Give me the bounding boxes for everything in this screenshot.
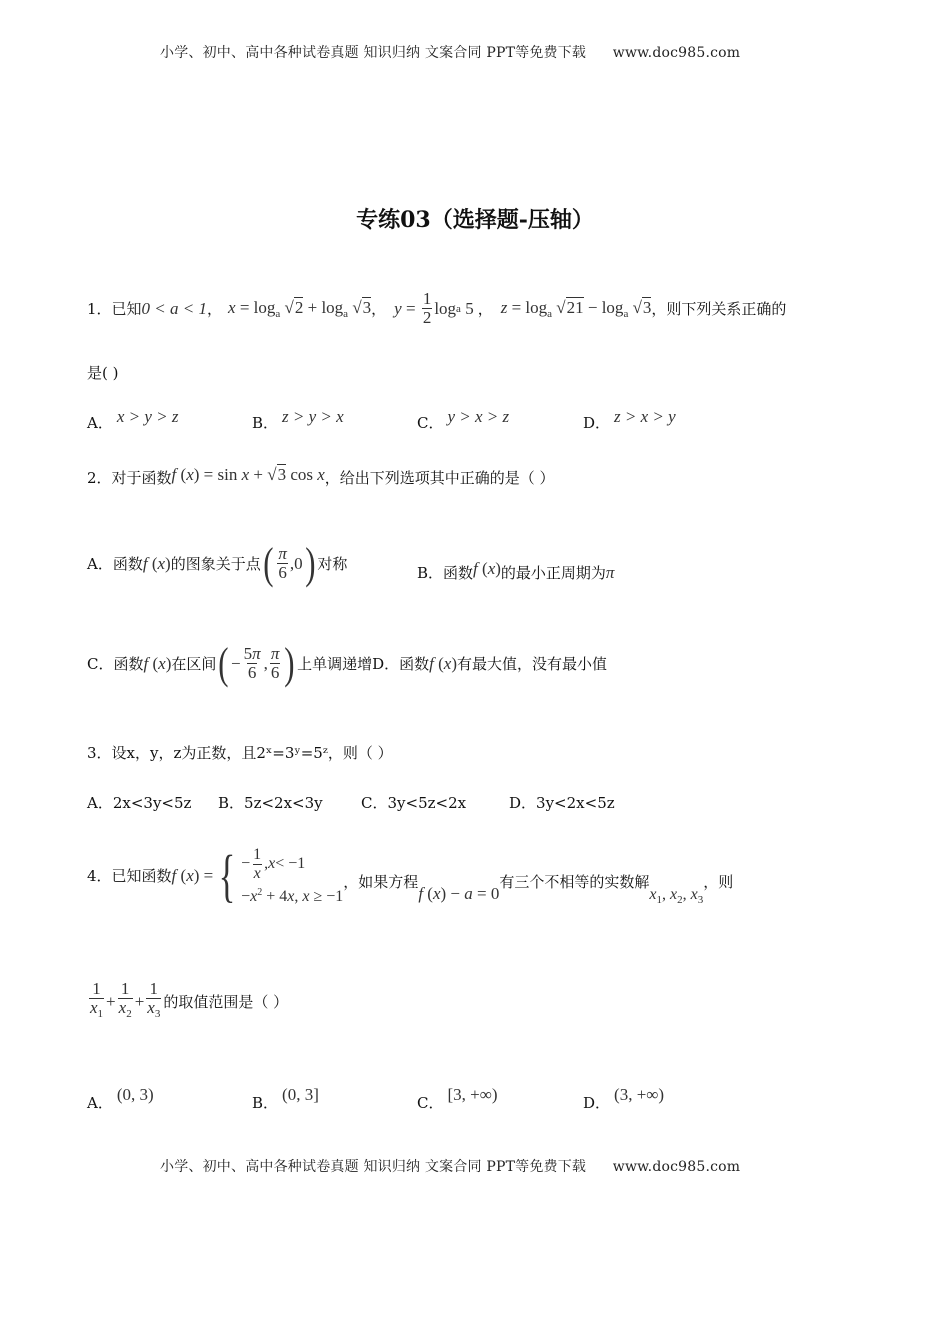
q4-text: 有三个不相等的实数解 [499,873,650,891]
option-expr: 3y<5z<2x [387,794,467,812]
option-expr: 3y<2x<5z [536,794,615,812]
q2-option-a[interactable] [87,538,347,589]
option-expr: 5z<2x<3y [244,794,323,812]
question-4 [87,842,733,909]
question-3: 3．设x，y，z为正数，且2ˣ=3ʸ=5ᶻ，则（ ） [87,744,393,762]
option-text: 对称 [317,555,348,573]
option-text: 上单调递增 [297,655,373,673]
q4-option-d[interactable] [583,1085,665,1113]
option-expr: y > x > z [447,407,510,426]
option-label: A． [87,1094,113,1112]
footer-text: 小学、初中、高中各种试卷真题 知识归纳 文案合同 PPT等免费下载 [160,1159,587,1175]
page-footer [160,1156,740,1176]
option-label: D． [583,1094,611,1112]
q1-option-c[interactable] [417,407,510,433]
option-label: C． [417,414,444,432]
option-label: B． [252,414,279,432]
option-label: A． [87,794,113,812]
q4-text: ，则 [703,873,734,891]
q4-number: 4．已知函数 [87,867,172,885]
option-label: A． [87,414,113,432]
option-expr: (3, +∞) [614,1085,665,1104]
q1-number: 1．已知 [87,300,142,318]
q1-option-d[interactable] [583,407,676,433]
f-of-x: f (x) [143,653,172,673]
q4-equation: f (x) − a = 0 [418,883,500,903]
q3-option-d[interactable] [509,792,615,813]
q1-x-expr: $x = \log_a √2 + \log_a √3$ [228,297,372,320]
q3-option-b[interactable] [218,792,323,813]
q4-text: ，如果方程 [343,873,419,891]
option-expr: z > x > y [614,407,676,426]
q3-option-a[interactable] [87,792,191,813]
q4-line2 [87,980,288,1023]
f-of-x: f (x) [142,553,171,573]
option-expr: (0, 3) [116,1085,154,1104]
q4-sum-expr: $\frac{1}{x_1}$ + $\frac{1}{x_2}$ + $\frac{1}{x_3}$ [87,980,163,1023]
q1-sep: ， [477,300,493,318]
option-label: D． [583,414,611,432]
option-text: 的最小正周期为 [500,564,606,582]
q1-option-b[interactable] [252,407,344,433]
q2-option-c[interactable] [87,638,607,689]
header-site-link[interactable]: www.doc985.com [612,45,741,61]
f-of-x: f (x) [429,653,458,673]
f-of-x: f (x) [473,558,501,578]
option-expr: x > y > z [116,407,179,426]
q2-number: 2．对于函数 [87,469,172,487]
option-label: C． [417,1094,444,1112]
option-text: 的图象关于点 [170,555,261,573]
footer-site-link[interactable]: www.doc985.com [612,1159,741,1175]
q4-line2-text: 的取值范围是（ ） [163,993,289,1011]
interval-expr: ( − $\frac{5\pi}{6}$ , $\frac{\pi}{6}$ ) [218,639,295,688]
page-header [160,42,740,62]
pi-symbol: π [605,562,615,582]
q2-function: f (x) = sin x + √3 cos x [171,464,325,484]
option-label: C． [361,794,388,812]
option-text: 有最大值，没有最小值 [457,655,608,673]
question-2 [87,464,555,488]
question-1 [87,290,786,327]
option-expr: (0, 3] [282,1085,319,1104]
q4-roots: $x_1$, $x_2$, $x_3$ [649,885,704,906]
q1-option-a[interactable] [87,407,179,433]
page-title: 专练03（选择题-压轴） [356,207,594,233]
q4-option-a[interactable] [87,1085,154,1113]
header-text: 小学、初中、高中各种试卷真题 知识归纳 文案合同 PPT等免费下载 [160,45,587,61]
option-expr: z > y > x [282,407,344,426]
q1-sep: ， [371,300,387,318]
q1-line2: 是( ) [87,364,119,382]
q1-condition: 0 < a < 1 [141,298,207,318]
option-label: A．函数 [87,555,143,573]
option-expr: 2x<3y<5z [112,794,192,812]
option-label: B． [218,794,245,812]
option-label: B． [252,1094,279,1112]
option-expr: [3, +∞) [447,1085,498,1104]
option-text: 在区间 [171,655,217,673]
q1-y-expr: y = $\frac{1}{2}$ log a 5 [394,289,474,327]
q4-option-b[interactable] [252,1085,319,1113]
q1-sep: ， [207,300,223,318]
q1-tail: ，则下列关系正确的 [651,300,787,318]
option-label: D． [509,794,537,812]
q1-z-expr: $z = \log_a √21 - \log_a √3$ [500,297,652,320]
q3-option-c[interactable] [361,792,466,813]
option-label: C．函数 [87,655,144,673]
option-label: B．函数 [417,564,474,582]
q2-tail: ，给出下列选项其中正确的是（ ） [324,469,555,487]
q4-piecewise-function: f (x) = { − $\frac{1}{x}$ , x < −1 $-x^2 + 4x$, x ≥ −1 [171,843,344,908]
q2-option-b[interactable] [417,558,615,583]
q4-option-c[interactable] [417,1085,498,1113]
point-pi6-0: ( $\frac{\pi}{6}$ ,0 ) [262,539,316,588]
option-label: D．函数 [372,655,430,673]
